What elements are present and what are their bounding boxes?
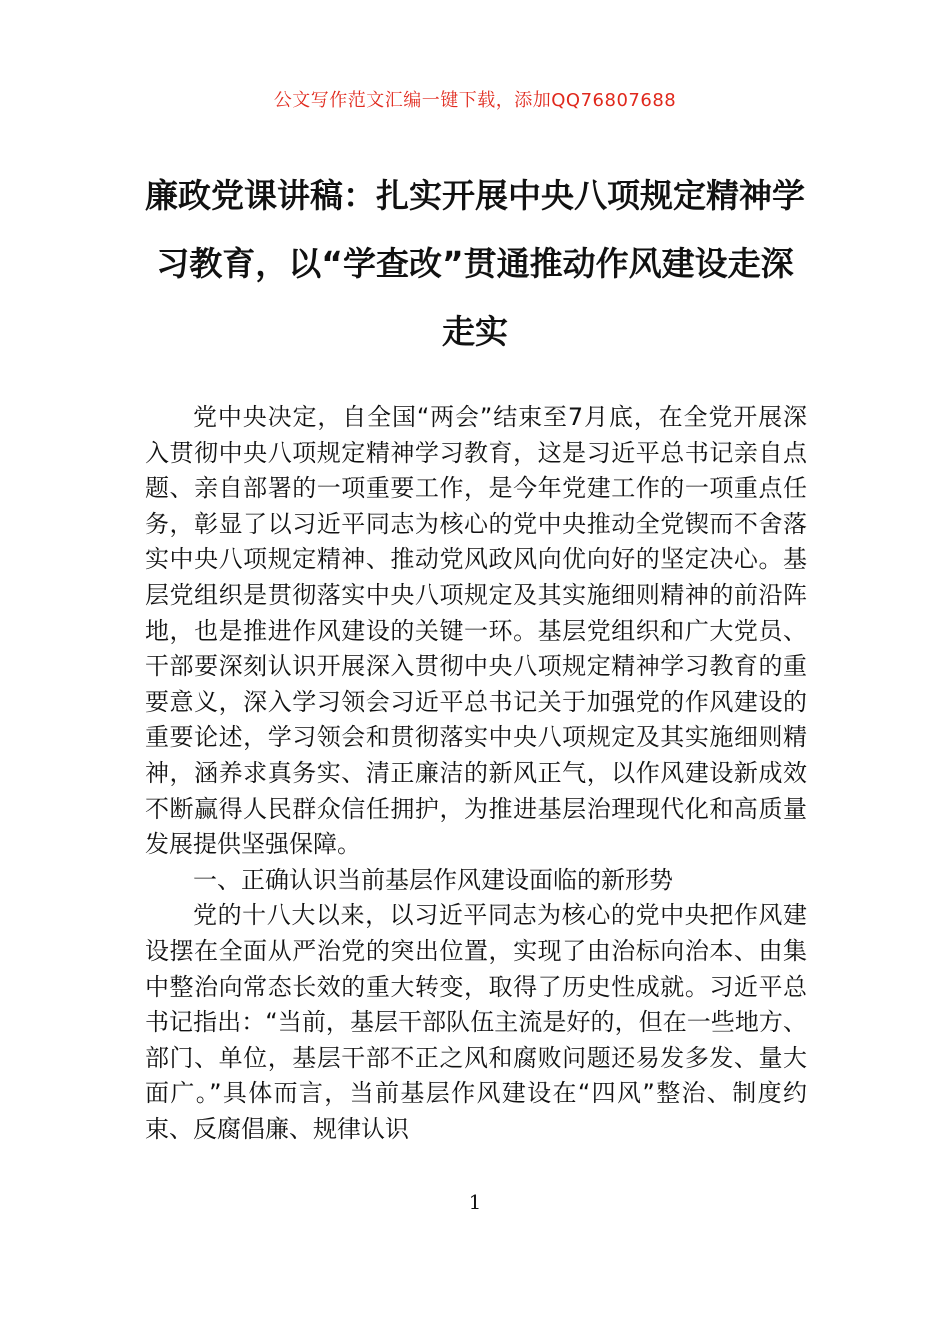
paragraph-intro: 党中央决定，自全国“两会”结束至7月底，在全党开展深入贯彻中央八项规定精神学习教育，这是习近平总书记亲自点题、亲自部署的一项重要工作，是今年党建工作的一项重点任务，彰显了以习近平同志为核心的党中央推动全党锲而不舍落实中央八项规定精神、推动党风政风向优向好的坚定决心。基层党组织是贯彻落实中央八项规定及其实施细则精神的前沿阵地，也是推进作风建设的关键一环。基层党组织和广大党员、干部要深刻认识开展深入贯彻中央八项规定精神学习教育的重要意义，深入学习领会习近平总书记关于加强党的作风建设的重要论述，学习领会和贯彻落实中央八项规定及其实施细则精神，涵养求真务实、清正廉洁的新风正气，以作风建设新成效不断赢得人民群众信任拥护，为推进基层治理现代化和高质量发展提供坚强保障。: [145, 403, 807, 859]
body-text: [145, 400, 807, 1147]
paragraph-section-1: 党的十八大以来，以习近平同志为核心的党中央把作风建设摆在全面从严治党的突出位置，实现了由治标向治本、由集中整治向常态长效的重大转变，取得了历史性成就。习近平总书记指出：“当前，基层干部队伍主流是好的，但在一些地方、部门、单位，基层干部不正之风和腐败问题还易发多发、量大面广。”具体而言，当前基层作风建设在“四风”整治、制度约束、反腐倡廉、规律认识: [145, 901, 807, 1143]
document-title: 廉政党课讲稿：扎实开展中央八项规定精神学习教育，以“学查改”贯通推动作风建设走深走实: [145, 176, 805, 351]
header-download-note: 公文写作范文汇编一键下载，添加QQ76807688: [273, 90, 677, 111]
page-number: 1: [468, 1190, 482, 1214]
section-heading-1: 一、正确认识当前基层作风建设面临的新形势: [193, 865, 673, 894]
